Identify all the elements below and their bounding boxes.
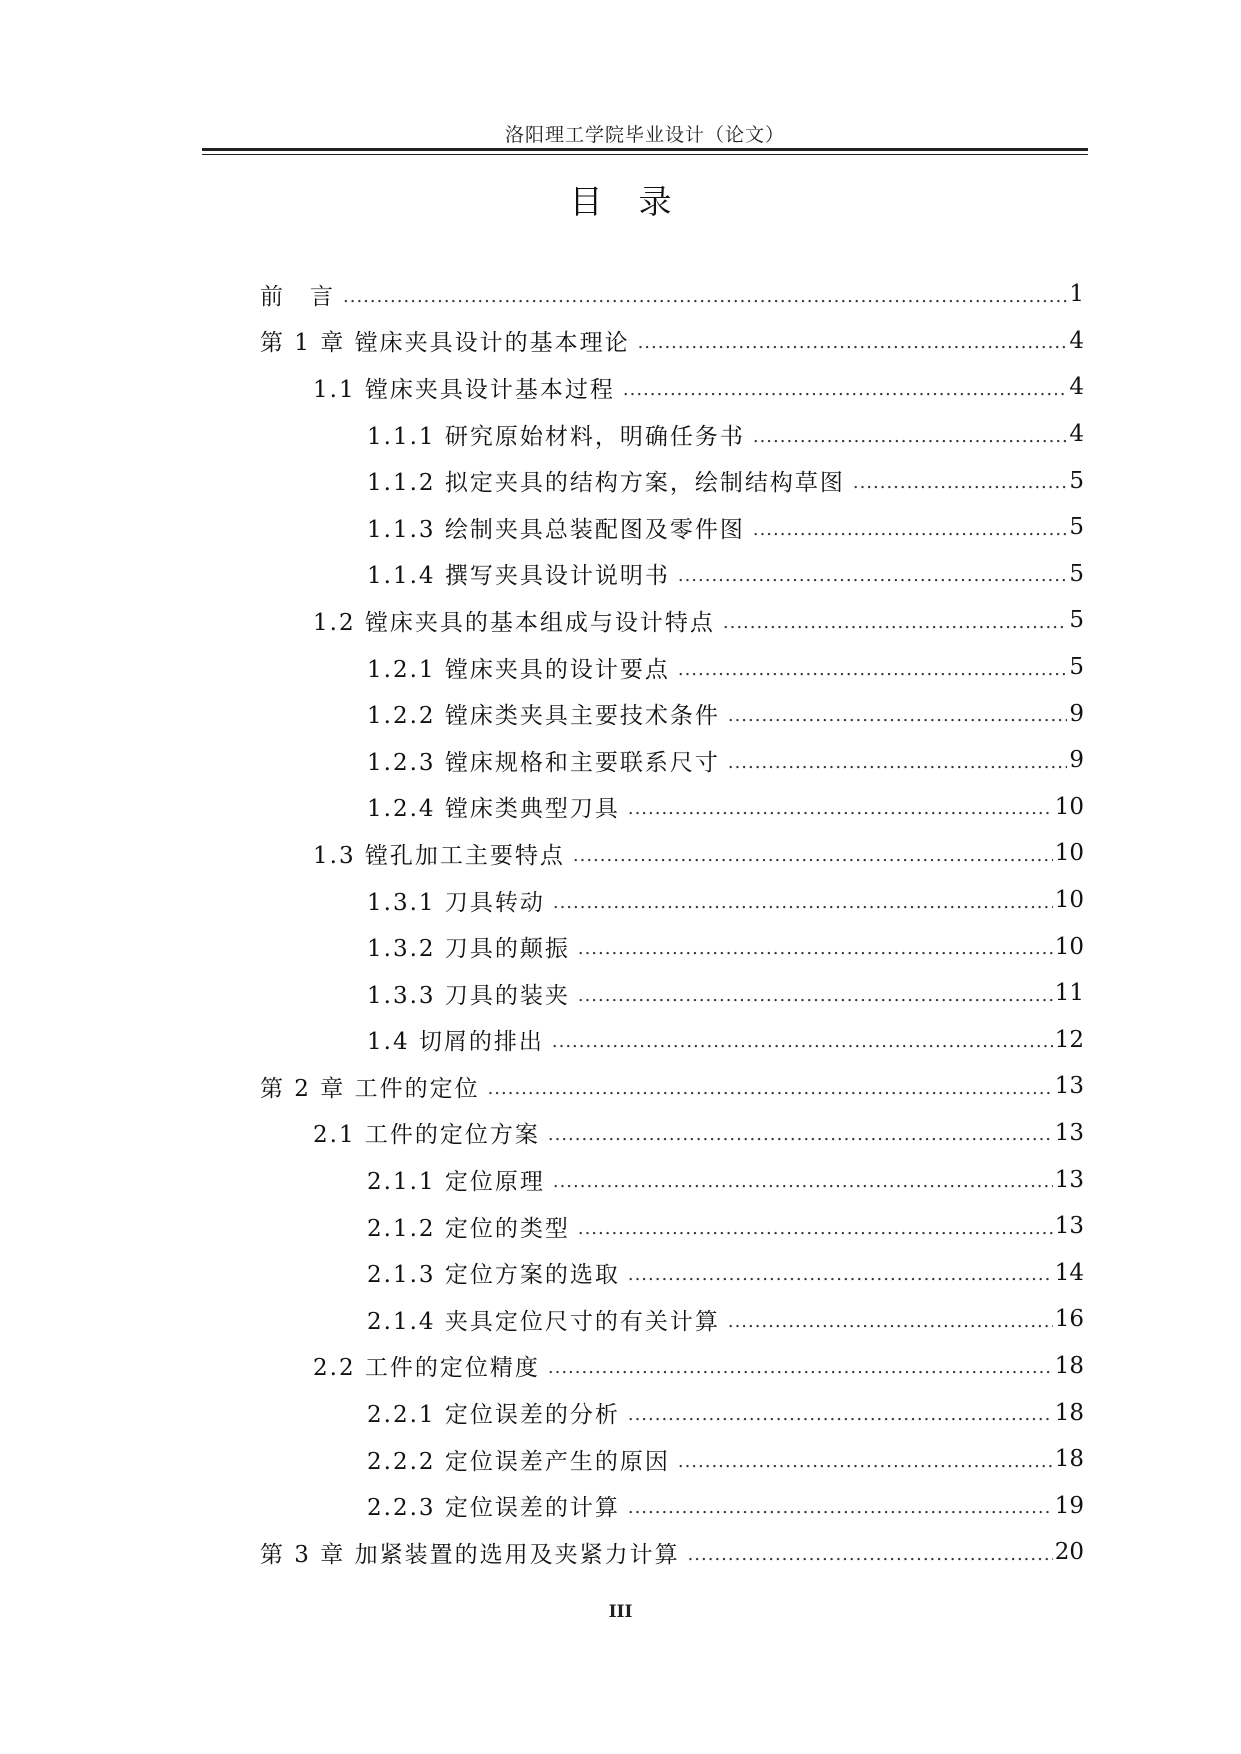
toc-entry-label: 1.1.2 拟定夹具的结构方案，绘制结构草图 bbox=[367, 470, 845, 497]
toc-entry-label: 2.2.3 定位误差的计算 bbox=[367, 1495, 620, 1522]
toc-entry[interactable] bbox=[0, 1482, 1084, 1529]
toc-entry[interactable] bbox=[0, 970, 1084, 1017]
toc-entry-label: 1.2.3 镗床规格和主要联系尺寸 bbox=[367, 749, 720, 776]
toc-entry-page: 13 bbox=[1054, 1073, 1084, 1100]
toc-entry[interactable] bbox=[0, 1156, 1084, 1203]
toc-entry[interactable] bbox=[0, 690, 1084, 737]
toc-entry-page: 14 bbox=[1054, 1259, 1084, 1286]
toc-entry-page: 4 bbox=[1069, 327, 1084, 354]
toc-entry[interactable] bbox=[0, 1249, 1084, 1296]
toc-entry[interactable] bbox=[0, 1343, 1084, 1390]
toc-entry[interactable] bbox=[0, 1389, 1084, 1436]
toc-leader-dots bbox=[578, 985, 1053, 1006]
toc-entry-label: 1.3.1 刀具转动 bbox=[367, 889, 545, 916]
toc-entry-page: 10 bbox=[1054, 840, 1084, 867]
toc-leader-dots bbox=[728, 1311, 1053, 1332]
page-number: III bbox=[608, 1602, 633, 1622]
toc-entry-page: 10 bbox=[1054, 933, 1084, 960]
toc-entry-label: 2.2.1 定位误差的分析 bbox=[367, 1402, 620, 1429]
toc-entry[interactable] bbox=[0, 318, 1084, 365]
toc-entry-page: 18 bbox=[1054, 1352, 1084, 1379]
toc-leader-dots bbox=[678, 565, 1068, 586]
toc-leader-dots bbox=[548, 1124, 1053, 1145]
header-rule-thin bbox=[202, 154, 1088, 155]
toc-entry-label: 1.1.3 绘制夹具总装配图及零件图 bbox=[367, 516, 745, 543]
toc-entry-page: 5 bbox=[1069, 514, 1084, 541]
toc-entry-label: 1.2.2 镗床类夹具主要技术条件 bbox=[367, 703, 720, 730]
toc-entry-label: 2.2 工件的定位精度 bbox=[313, 1355, 540, 1382]
toc-entry-page: 20 bbox=[1054, 1539, 1084, 1566]
toc-entry[interactable] bbox=[0, 1017, 1084, 1064]
toc-leader-dots bbox=[678, 659, 1068, 680]
toc-leader-dots bbox=[628, 798, 1053, 819]
toc-entry-label: 1.1.4 撰写夹具设计说明书 bbox=[367, 563, 670, 590]
toc-entry-page: 11 bbox=[1054, 980, 1084, 1007]
toc-entry-page: 9 bbox=[1069, 700, 1084, 727]
toc-leader-dots bbox=[728, 705, 1068, 726]
table-of-contents bbox=[0, 271, 1241, 1576]
toc-entry-page: 5 bbox=[1069, 560, 1084, 587]
toc-entry-label: 2.2.2 定位误差产生的原因 bbox=[367, 1448, 670, 1475]
toc-leader-dots bbox=[853, 472, 1068, 493]
toc-leader-dots bbox=[578, 1218, 1053, 1239]
toc-entry-page: 18 bbox=[1054, 1399, 1084, 1426]
toc-entry-label: 1.3 镗孔加工主要特点 bbox=[313, 842, 565, 869]
toc-entry[interactable] bbox=[0, 1063, 1084, 1110]
toc-entry-label: 前 言 bbox=[260, 283, 335, 310]
toc-entry-page: 4 bbox=[1069, 421, 1084, 448]
toc-entry-label: 1.1.1 研究原始材料，明确任务书 bbox=[367, 423, 745, 450]
toc-entry-label: 第 1 章 镗床夹具设计的基本理论 bbox=[260, 330, 630, 357]
toc-entry-label: 1.2.4 镗床类典型刀具 bbox=[367, 796, 620, 823]
toc-entry[interactable] bbox=[0, 737, 1084, 784]
toc-entry-label: 2.1.4 夹具定位尺寸的有关计算 bbox=[367, 1308, 720, 1335]
toc-entry[interactable] bbox=[0, 784, 1084, 831]
toc-entry[interactable] bbox=[0, 597, 1084, 644]
toc-entry-label: 2.1.2 定位的类型 bbox=[367, 1215, 570, 1242]
toc-entry-page: 13 bbox=[1054, 1119, 1084, 1146]
toc-entry-label: 1.3.2 刀具的颠振 bbox=[367, 936, 570, 963]
toc-leader-dots bbox=[728, 752, 1068, 773]
toc-entry[interactable] bbox=[0, 411, 1084, 458]
toc-entry-page: 19 bbox=[1054, 1492, 1084, 1519]
toc-leader-dots bbox=[628, 1264, 1053, 1285]
toc-entry-label: 第 2 章 工件的定位 bbox=[260, 1075, 480, 1102]
toc-entry-page: 5 bbox=[1069, 467, 1084, 494]
toc-entry[interactable] bbox=[0, 1529, 1084, 1576]
toc-entry-label: 2.1.1 定位原理 bbox=[367, 1169, 545, 1196]
toc-leader-dots bbox=[638, 332, 1068, 353]
toc-entry[interactable] bbox=[0, 877, 1084, 924]
toc-leader-dots bbox=[552, 1031, 1053, 1052]
toc-entry-label: 1.4 切屑的排出 bbox=[367, 1029, 544, 1056]
toc-leader-dots bbox=[753, 519, 1068, 540]
toc-entry[interactable] bbox=[0, 1110, 1084, 1157]
toc-leader-dots bbox=[488, 1078, 1053, 1099]
toc-leader-dots bbox=[628, 1497, 1053, 1518]
toc-entry-page: 16 bbox=[1054, 1306, 1084, 1333]
toc-entry[interactable] bbox=[0, 551, 1084, 598]
toc-leader-dots bbox=[548, 1357, 1053, 1378]
toc-entry-label: 第 3 章 加紧装置的选用及夹紧力计算 bbox=[260, 1541, 680, 1568]
toc-entry-page: 1 bbox=[1069, 281, 1084, 308]
toc-entry-label: 1.1 镗床夹具设计基本过程 bbox=[313, 376, 615, 403]
toc-entry-page: 4 bbox=[1069, 374, 1084, 401]
toc-leader-dots bbox=[628, 1404, 1053, 1425]
toc-leader-dots bbox=[578, 938, 1053, 959]
toc-entry-label: 2.1.3 定位方案的选取 bbox=[367, 1262, 620, 1289]
toc-entry-page: 13 bbox=[1054, 1166, 1084, 1193]
toc-leader-dots bbox=[553, 1171, 1053, 1192]
toc-entry-page: 10 bbox=[1054, 887, 1084, 914]
toc-entry-page: 9 bbox=[1069, 747, 1084, 774]
toc-entry-page: 12 bbox=[1054, 1026, 1084, 1053]
toc-entry-page: 18 bbox=[1054, 1446, 1084, 1473]
running-header: 洛阳理工学院毕业设计（论文） bbox=[504, 124, 785, 146]
toc-entry-page: 13 bbox=[1054, 1213, 1084, 1240]
toc-entry-page: 5 bbox=[1069, 654, 1084, 681]
toc-entry[interactable] bbox=[0, 830, 1084, 877]
toc-leader-dots bbox=[688, 1544, 1053, 1565]
header-rule-thick bbox=[202, 148, 1088, 151]
toc-entry[interactable] bbox=[0, 457, 1084, 504]
toc-leader-dots bbox=[623, 379, 1067, 400]
toc-entry[interactable] bbox=[0, 1296, 1084, 1343]
toc-leader-dots bbox=[573, 845, 1053, 866]
toc-entry-page: 10 bbox=[1054, 793, 1084, 820]
toc-entry[interactable] bbox=[0, 1436, 1084, 1483]
toc-leader-dots bbox=[678, 1451, 1053, 1472]
toc-leader-dots bbox=[753, 426, 1068, 447]
toc-entry-label: 1.3.3 刀具的装夹 bbox=[367, 982, 570, 1009]
toc-entry-label: 1.2.1 镗床夹具的设计要点 bbox=[367, 656, 670, 683]
toc-entry-page: 5 bbox=[1069, 607, 1084, 634]
toc-entry[interactable] bbox=[0, 364, 1084, 411]
toc-entry[interactable] bbox=[0, 1203, 1084, 1250]
toc-leader-dots bbox=[723, 612, 1067, 633]
toc-entry[interactable] bbox=[0, 271, 1084, 318]
page-title: 目录 bbox=[569, 182, 708, 221]
toc-entry[interactable] bbox=[0, 504, 1084, 551]
toc-leader-dots bbox=[553, 892, 1053, 913]
toc-entry-label: 1.2 镗床夹具的基本组成与设计特点 bbox=[313, 609, 715, 636]
toc-leader-dots bbox=[343, 286, 1067, 307]
toc-entry[interactable] bbox=[0, 923, 1084, 970]
toc-entry[interactable] bbox=[0, 644, 1084, 691]
toc-entry-label: 2.1 工件的定位方案 bbox=[313, 1122, 540, 1149]
